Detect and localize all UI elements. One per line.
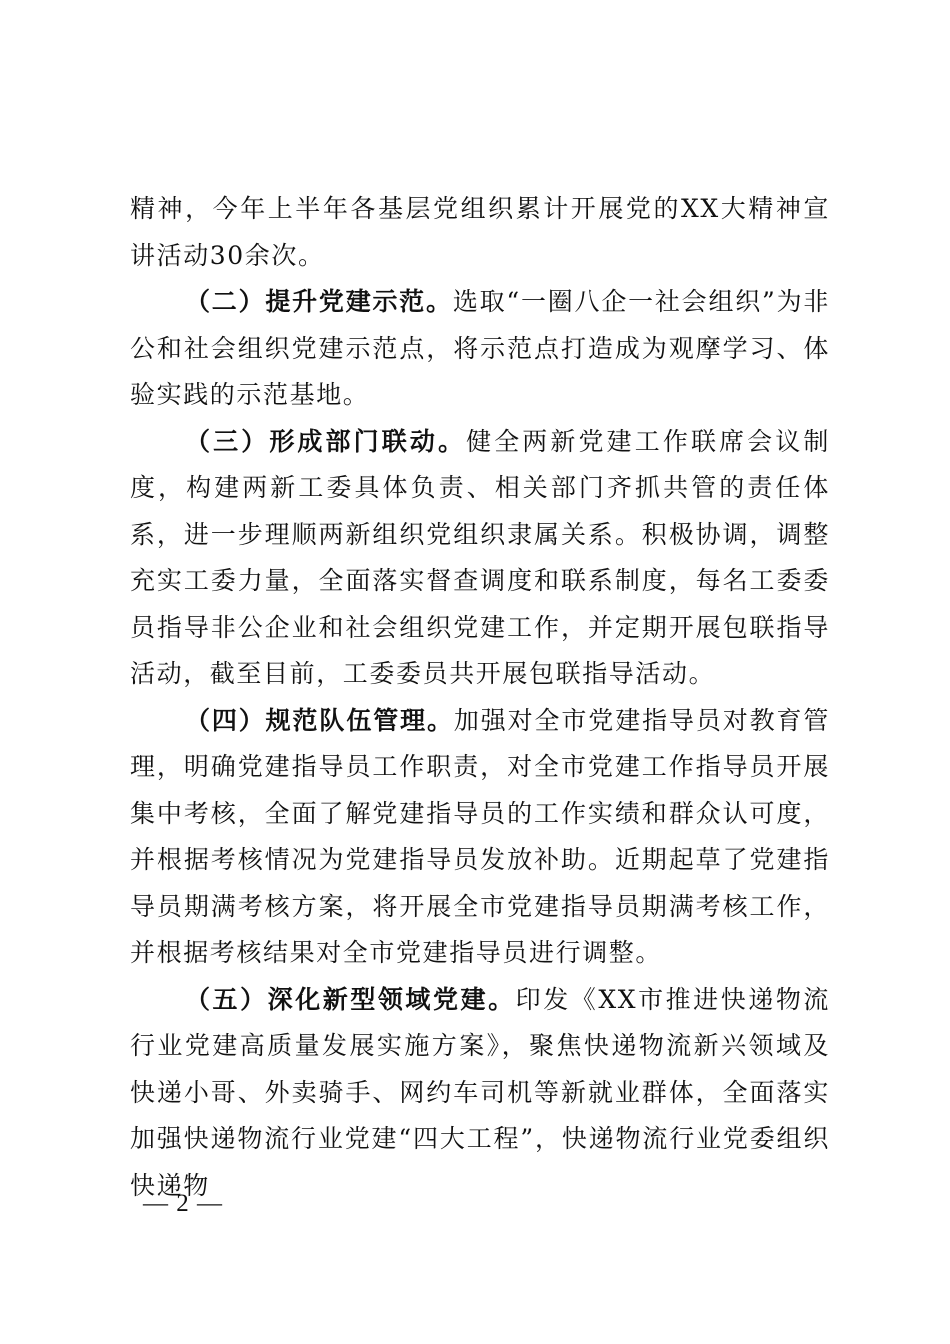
section-heading: （五）深化新型领域党建。: [185, 984, 516, 1014]
paragraph-section-2: [130, 279, 830, 419]
paragraph-section-4: [130, 698, 830, 977]
paragraph-text: 健全两新党建工作联席会议制度，构建两新工委具体负责、相关部门齐抓共管的责任体系，进一步理顺两新组织党组织隶属关系。积极协调，调整充实工委力量，全面落实督查调度和联系制度，每名工委委员指导非公企业和社会组织党建工作，并定期开展包联指导活动，截至目前，工委委员共开展包联指导活动。: [130, 426, 830, 688]
section-heading: （四）规范队伍管理。: [185, 705, 454, 735]
paragraph-section-5: [130, 977, 830, 1210]
paragraph-text: 选取“一圈八企一社会组织”为非公和社会组织党建示范点，将示范点打造成为观摩学习、体验实践的示范基地。: [130, 287, 830, 409]
paragraph-text: 加强对全市党建指导员对教育管理，明确党建指导员工作职责，对全市党建工作指导员开展集中考核，全面了解党建指导员的工作实绩和群众认可度，并根据考核情况为党建指导员发放补助。近期起草了党建指导员期满考核方案，将开展全市党建指导员期满考核工作，并根据考核结果对全市党建指导员进行调整。: [130, 705, 830, 967]
section-heading: （二）提升党建示范。: [185, 287, 453, 316]
paragraph-continuation: [130, 186, 830, 279]
page-number: — 2 —: [143, 1190, 223, 1217]
paragraph-text: 精神，今年上半年各基层党组织累计开展党的XX大精神宣讲活动30余次。: [130, 194, 830, 270]
section-heading: （三）形成部门联动。: [185, 426, 467, 456]
paragraph-section-3: [130, 419, 830, 698]
paragraph-text: 印发《XX市推进快递物流行业党建高质量发展实施方案》，聚焦快递物流新兴领域及快递小哥、外卖骑手、网约车司机等新就业群体，全面落实加强快递物流行业党建“四大工程”，快递物流行业党委组织快递物: [130, 984, 830, 1200]
document-body: [130, 186, 830, 1209]
